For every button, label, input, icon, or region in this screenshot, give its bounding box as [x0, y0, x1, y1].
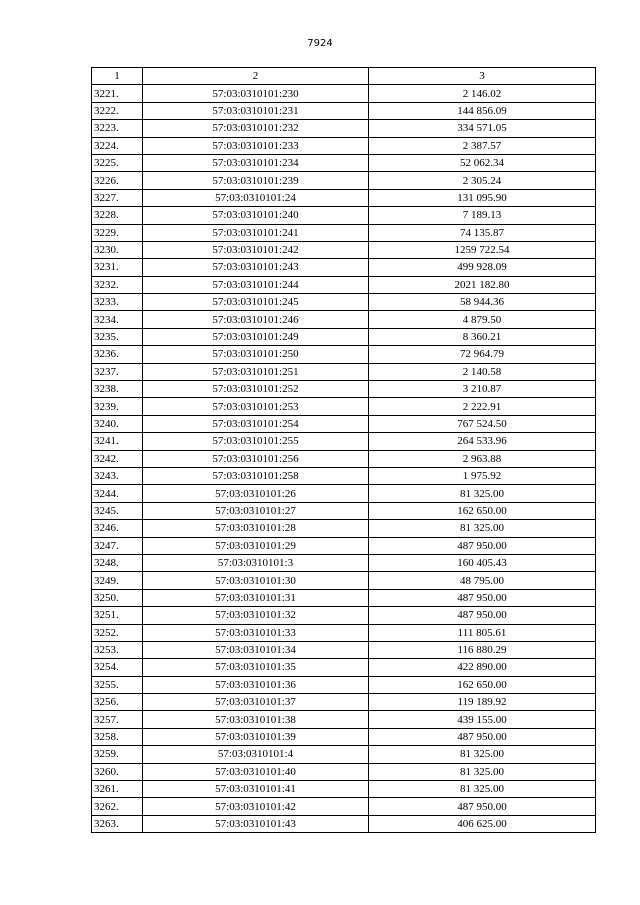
cadastral-number-cell: 57:03:0310101:42 [143, 798, 369, 815]
row-number-cell: 3261. [92, 781, 143, 798]
value-cell: 81 325.00 [369, 781, 596, 798]
cadastral-number-cell: 57:03:0310101:234 [143, 154, 369, 171]
row-number-cell: 3250. [92, 589, 143, 606]
cadastral-number-cell: 57:03:0310101:242 [143, 241, 369, 258]
table-row [92, 798, 596, 815]
row-number-cell: 3221. [92, 85, 143, 102]
cadastral-number-cell: 57:03:0310101:29 [143, 537, 369, 554]
value-cell: 81 325.00 [369, 485, 596, 502]
cadastral-number-cell: 57:03:0310101:258 [143, 467, 369, 484]
table-row [92, 450, 596, 467]
value-cell: 8 360.21 [369, 328, 596, 345]
cadastral-number-cell: 57:03:0310101:255 [143, 433, 369, 450]
value-cell: 7 189.13 [369, 207, 596, 224]
table-row [92, 485, 596, 502]
cadastral-number-cell: 57:03:0310101:254 [143, 415, 369, 432]
table-row [92, 346, 596, 363]
cadastral-number-cell: 57:03:0310101:246 [143, 311, 369, 328]
cadastral-number-cell: 57:03:0310101:39 [143, 728, 369, 745]
row-number-cell: 3226. [92, 172, 143, 189]
table-row [92, 659, 596, 676]
cadastral-number-cell: 57:03:0310101:3 [143, 554, 369, 571]
row-number-cell: 3227. [92, 189, 143, 206]
row-number-cell: 3232. [92, 276, 143, 293]
cadastral-number-cell: 57:03:0310101:32 [143, 607, 369, 624]
table-row [92, 676, 596, 693]
table-row [92, 815, 596, 832]
table-row [92, 711, 596, 728]
row-number-cell: 3252. [92, 624, 143, 641]
value-cell: 144 856.09 [369, 102, 596, 119]
value-cell: 406 625.00 [369, 815, 596, 832]
value-cell: 111 805.61 [369, 624, 596, 641]
table-row [92, 120, 596, 137]
table-row [92, 294, 596, 311]
value-cell: 2 305.24 [369, 172, 596, 189]
table-row [92, 624, 596, 641]
value-cell: 74 135.87 [369, 224, 596, 241]
row-number-cell: 3249. [92, 572, 143, 589]
value-cell: 767 524.50 [369, 415, 596, 432]
value-cell: 2 963.88 [369, 450, 596, 467]
cadastral-number-cell: 57:03:0310101:251 [143, 363, 369, 380]
cadastral-number-cell: 57:03:0310101:30 [143, 572, 369, 589]
row-number-cell: 3234. [92, 311, 143, 328]
column-header-3: 3 [369, 68, 596, 85]
cadastral-number-cell: 57:03:0310101:37 [143, 694, 369, 711]
cadastral-number-cell: 57:03:0310101:41 [143, 781, 369, 798]
value-cell: 487 950.00 [369, 607, 596, 624]
value-cell: 487 950.00 [369, 537, 596, 554]
table-body [92, 85, 596, 833]
row-number-cell: 3244. [92, 485, 143, 502]
value-cell: 3 210.87 [369, 381, 596, 398]
cadastral-number-cell: 57:03:0310101:38 [143, 711, 369, 728]
row-number-cell: 3231. [92, 259, 143, 276]
cadastral-number-cell: 57:03:0310101:239 [143, 172, 369, 189]
table-row [92, 641, 596, 658]
cadastral-number-cell: 57:03:0310101:31 [143, 589, 369, 606]
value-cell: 1259 722.54 [369, 241, 596, 258]
cadastral-number-cell: 57:03:0310101:232 [143, 120, 369, 137]
table-row [92, 381, 596, 398]
cadastral-number-cell: 57:03:0310101:33 [143, 624, 369, 641]
row-number-cell: 3254. [92, 659, 143, 676]
table-row [92, 259, 596, 276]
row-number-cell: 3263. [92, 815, 143, 832]
cadastral-number-cell: 57:03:0310101:35 [143, 659, 369, 676]
value-cell: 81 325.00 [369, 763, 596, 780]
cadastral-number-cell: 57:03:0310101:40 [143, 763, 369, 780]
value-cell: 2021 182.80 [369, 276, 596, 293]
value-cell: 1 975.92 [369, 467, 596, 484]
value-cell: 81 325.00 [369, 520, 596, 537]
cadastral-number-cell: 57:03:0310101:36 [143, 676, 369, 693]
cadastral-number-cell: 57:03:0310101:245 [143, 294, 369, 311]
cadastral-number-cell: 57:03:0310101:4 [143, 746, 369, 763]
table-row [92, 520, 596, 537]
page-number: 7924 [307, 38, 333, 49]
row-number-cell: 3258. [92, 728, 143, 745]
value-cell: 119 189.92 [369, 694, 596, 711]
row-number-cell: 3233. [92, 294, 143, 311]
cadastral-number-cell: 57:03:0310101:230 [143, 85, 369, 102]
cadastral-number-cell: 57:03:0310101:240 [143, 207, 369, 224]
row-number-cell: 3246. [92, 520, 143, 537]
value-cell: 131 095.90 [369, 189, 596, 206]
value-cell: 72 964.79 [369, 346, 596, 363]
cadastral-number-cell: 57:03:0310101:249 [143, 328, 369, 345]
cadastral-number-cell: 57:03:0310101:256 [143, 450, 369, 467]
table-row [92, 415, 596, 432]
row-number-cell: 3243. [92, 467, 143, 484]
row-number-cell: 3241. [92, 433, 143, 450]
table-row [92, 137, 596, 154]
value-cell: 58 944.36 [369, 294, 596, 311]
cadastral-number-cell: 57:03:0310101:24 [143, 189, 369, 206]
table-row [92, 207, 596, 224]
row-number-cell: 3251. [92, 607, 143, 624]
row-number-cell: 3230. [92, 241, 143, 258]
row-number-cell: 3253. [92, 641, 143, 658]
data-table [91, 67, 596, 833]
table-row [92, 554, 596, 571]
cadastral-number-cell: 57:03:0310101:241 [143, 224, 369, 241]
value-cell: 264 533.96 [369, 433, 596, 450]
row-number-cell: 3248. [92, 554, 143, 571]
row-number-cell: 3224. [92, 137, 143, 154]
value-cell: 2 146.02 [369, 85, 596, 102]
table-row [92, 433, 596, 450]
value-cell: 2 387.57 [369, 137, 596, 154]
value-cell: 4 879.50 [369, 311, 596, 328]
table-row [92, 537, 596, 554]
cadastral-number-cell: 57:03:0310101:243 [143, 259, 369, 276]
row-number-cell: 3262. [92, 798, 143, 815]
table-row [92, 589, 596, 606]
value-cell: 162 650.00 [369, 502, 596, 519]
row-number-cell: 3259. [92, 746, 143, 763]
value-cell: 116 880.29 [369, 641, 596, 658]
cadastral-number-cell: 57:03:0310101:253 [143, 398, 369, 415]
table-row [92, 224, 596, 241]
table-row [92, 189, 596, 206]
table-row [92, 328, 596, 345]
value-cell: 2 140.58 [369, 363, 596, 380]
row-number-cell: 3228. [92, 207, 143, 224]
row-number-cell: 3260. [92, 763, 143, 780]
row-number-cell: 3240. [92, 415, 143, 432]
value-cell: 52 062.34 [369, 154, 596, 171]
cadastral-number-cell: 57:03:0310101:231 [143, 102, 369, 119]
value-cell: 81 325.00 [369, 746, 596, 763]
value-cell: 487 950.00 [369, 589, 596, 606]
table-row [92, 311, 596, 328]
value-cell: 499 928.09 [369, 259, 596, 276]
table-row [92, 363, 596, 380]
cadastral-number-cell: 57:03:0310101:28 [143, 520, 369, 537]
row-number-cell: 3225. [92, 154, 143, 171]
row-number-cell: 3223. [92, 120, 143, 137]
table-row [92, 85, 596, 102]
cadastral-number-cell: 57:03:0310101:244 [143, 276, 369, 293]
table-row [92, 746, 596, 763]
table-row [92, 781, 596, 798]
value-cell: 439 155.00 [369, 711, 596, 728]
value-cell: 2 222.91 [369, 398, 596, 415]
table-row [92, 102, 596, 119]
table-row [92, 154, 596, 171]
table-row [92, 276, 596, 293]
table-header-row [92, 68, 596, 85]
cadastral-number-cell: 57:03:0310101:43 [143, 815, 369, 832]
row-number-cell: 3255. [92, 676, 143, 693]
row-number-cell: 3235. [92, 328, 143, 345]
row-number-cell: 3238. [92, 381, 143, 398]
value-cell: 160 405.43 [369, 554, 596, 571]
row-number-cell: 3239. [92, 398, 143, 415]
value-cell: 422 890.00 [369, 659, 596, 676]
value-cell: 487 950.00 [369, 798, 596, 815]
row-number-cell: 3229. [92, 224, 143, 241]
row-number-cell: 3245. [92, 502, 143, 519]
cadastral-number-cell: 57:03:0310101:233 [143, 137, 369, 154]
row-number-cell: 3237. [92, 363, 143, 380]
value-cell: 334 571.05 [369, 120, 596, 137]
table-row [92, 398, 596, 415]
table-row [92, 241, 596, 258]
column-header-2: 2 [143, 68, 369, 85]
table-row [92, 728, 596, 745]
table-row [92, 694, 596, 711]
row-number-cell: 3247. [92, 537, 143, 554]
table-row [92, 502, 596, 519]
cadastral-number-cell: 57:03:0310101:252 [143, 381, 369, 398]
row-number-cell: 3257. [92, 711, 143, 728]
table-row [92, 467, 596, 484]
column-header-1: 1 [92, 68, 143, 85]
table-row [92, 172, 596, 189]
table-row [92, 572, 596, 589]
cadastral-number-cell: 57:03:0310101:26 [143, 485, 369, 502]
row-number-cell: 3236. [92, 346, 143, 363]
row-number-cell: 3222. [92, 102, 143, 119]
value-cell: 487 950.00 [369, 728, 596, 745]
cadastral-number-cell: 57:03:0310101:27 [143, 502, 369, 519]
value-cell: 48 795.00 [369, 572, 596, 589]
row-number-cell: 3256. [92, 694, 143, 711]
table-row [92, 607, 596, 624]
table-row [92, 763, 596, 780]
cadastral-number-cell: 57:03:0310101:34 [143, 641, 369, 658]
row-number-cell: 3242. [92, 450, 143, 467]
value-cell: 162 650.00 [369, 676, 596, 693]
cadastral-number-cell: 57:03:0310101:250 [143, 346, 369, 363]
